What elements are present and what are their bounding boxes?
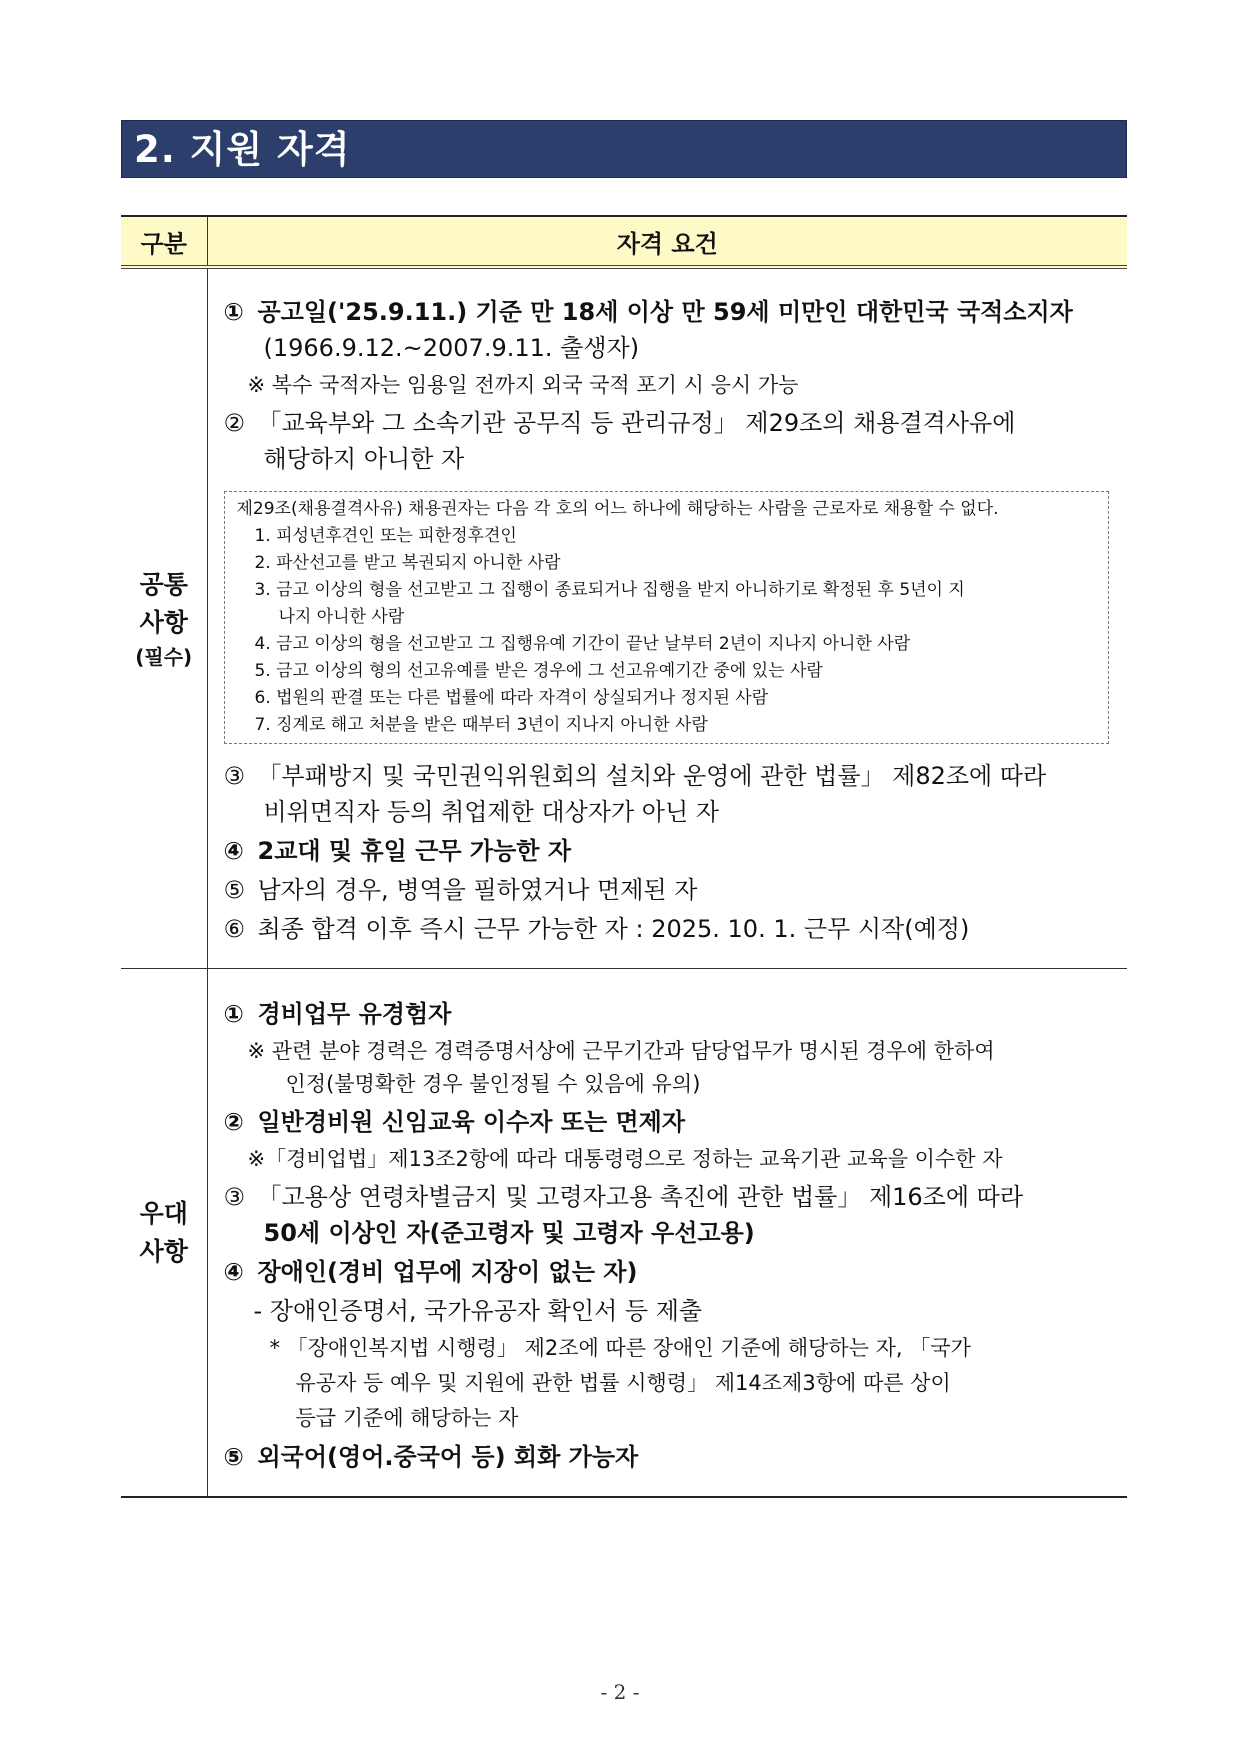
category-common <box>121 267 207 969</box>
star-text-cont2: 등급 기준에 해당하는 자 <box>295 1406 519 1430</box>
common-note-1: ※ 복수 국적자는 임용일 전까지 외국 국적 포기 시 응시 가능 <box>247 373 799 397</box>
star-text: 「장애인복지법 시행령」 제2조에 따른 장애인 기준에 해당하는 자, 「국가 <box>286 1336 971 1360</box>
item-number: ② <box>223 409 246 437</box>
section-title: 2. 지원 자격 <box>121 120 1127 178</box>
preferred-item-4 <box>224 1254 1122 1290</box>
common-requirements-cell <box>207 267 1127 969</box>
common-item-6 <box>224 911 1122 947</box>
item-number: ② <box>223 1108 244 1136</box>
law-item: 2. 파산선고를 받고 복권되지 아니한 사람 <box>254 553 561 573</box>
item-text: 최종 합격 이후 즉시 근무 가능한 자 : 2025. 10. 1. 근무 시작(예정) <box>257 915 970 943</box>
table-header-row <box>121 216 1127 267</box>
item-text: 2교대 및 휴일 근무 가능한 자 <box>257 837 571 865</box>
preferred-sub-item: - 장애인증명서, 국가유공자 확인서 등 제출 <box>253 1297 703 1325</box>
common-item-1 <box>224 294 1122 366</box>
common-item-5 <box>224 872 1122 908</box>
category-common-line1: 공통 <box>139 569 188 599</box>
item-text: 「교육부와 그 소속기관 공무직 등 관리규정」 제29조의 채용결격사유에 <box>257 409 1016 437</box>
item-text: 외국어(영어.중국어 등) 회화 가능자 <box>257 1443 639 1471</box>
note-text: ※ 관련 분야 경력은 경력증명서상에 근무기간과 담당업무가 명시된 경우에 한하여 <box>247 1039 995 1063</box>
item-text: 「부패방지 및 국민권익위원회의 설치와 운영에 관한 법률」 제82조에 따라 <box>257 762 1047 790</box>
item-number: ⑥ <box>223 915 246 943</box>
law-article-box <box>224 491 1110 744</box>
note-text-cont: 인정(불명확한 경우 불인정될 수 있음에 유의) <box>285 1072 701 1096</box>
law-item-cont: 나지 아니한 사람 <box>278 607 405 627</box>
preferred-note-1 <box>224 1035 1122 1101</box>
common-item-2 <box>224 405 1122 477</box>
preferred-requirements-cell <box>207 969 1127 1498</box>
page-number: - 2 - <box>600 1680 640 1704</box>
item-text-cont: (1966.9.12.~2007.9.11. 출생자) <box>263 334 640 362</box>
item-number: ⑤ <box>223 1443 244 1471</box>
law-item: 4. 금고 이상의 형을 선고받고 그 집행유예 기간이 끝난 날부터 2년이 지나지 아니한 사람 <box>254 634 911 654</box>
item-number: ① <box>223 298 244 326</box>
item-text-cont: 해당하지 아니한 자 <box>263 445 465 473</box>
category-preferred-line2: 사항 <box>139 1236 188 1266</box>
category-common-line2: 사항 <box>139 607 188 637</box>
common-item-4 <box>224 833 1122 869</box>
item-text: 장애인(경비 업무에 지장이 없는 자) <box>257 1258 638 1286</box>
item-text: 경비업무 유경험자 <box>257 1000 452 1028</box>
category-preferred <box>121 969 207 1498</box>
preferred-item-1 <box>224 996 1122 1032</box>
item-number: ③ <box>223 762 246 790</box>
preferred-item-3 <box>224 1179 1122 1251</box>
table-row-preferred <box>121 969 1127 1498</box>
item-number: ④ <box>223 837 244 865</box>
item-number: ① <box>223 1000 244 1028</box>
law-item: 7. 징계로 해고 처분을 받은 때부터 3년이 지나지 아니한 사람 <box>254 715 708 735</box>
common-item-3 <box>224 758 1122 830</box>
preferred-item-5 <box>224 1439 1122 1475</box>
star-text-cont: 유공자 등 예우 및 지원에 관한 법률 시행령」 제14조제3항에 따른 상이 <box>295 1371 951 1395</box>
law-item: 1. 피성년후견인 또는 피한정후견인 <box>254 526 517 546</box>
item-text-cont: 비위면직자 등의 취업제한 대상자가 아닌 자 <box>263 798 719 826</box>
preferred-note-2: ※「경비업법」제13조2항에 따라 대통령령으로 정하는 교육기관 교육을 이수한 자 <box>247 1147 1003 1171</box>
law-item <box>237 577 1101 631</box>
item-text: 남자의 경우, 병역을 필하였거나 면제된 자 <box>257 876 698 904</box>
preferred-star-note <box>224 1331 1122 1436</box>
law-heading: 제29조(채용결격사유) 채용권자는 다음 각 호의 어느 하나에 해당하는 사람을 근로자로 채용할 수 없다. <box>236 499 999 519</box>
item-number: ⑤ <box>223 876 246 904</box>
item-number: ④ <box>223 1258 244 1286</box>
law-item-text: 3. 금고 이상의 형을 선고받고 그 집행이 종료되거나 집행을 받지 아니하기로 확정된 후 5년이 지 <box>254 580 965 600</box>
law-item: 5. 금고 이상의 형의 선고유예를 받은 경우에 그 선고유예기간 중에 있는 사람 <box>254 661 823 681</box>
header-category: 구분 <box>121 216 207 267</box>
item-text: 일반경비원 신임교육 이수자 또는 면제자 <box>257 1108 686 1136</box>
star-mark: * <box>269 1336 280 1360</box>
item-number: ③ <box>223 1183 246 1211</box>
category-preferred-line1: 우대 <box>139 1198 188 1228</box>
header-requirements: 자격 요건 <box>207 216 1127 267</box>
law-item: 6. 법원의 판결 또는 다른 법률에 따라 자격이 상실되거나 정지된 사람 <box>254 688 769 708</box>
item-text: 「고용상 연령차별금지 및 고령자고용 촉진에 관한 법률」 제16조에 따라 <box>257 1183 1024 1211</box>
table-row-common <box>121 267 1127 969</box>
qualification-table <box>121 215 1127 1498</box>
category-common-required: (필수) <box>135 644 193 669</box>
item-text-cont: 50세 이상인 자(준고령자 및 고령자 우선고용) <box>263 1219 755 1247</box>
item-text: 공고일('25.9.11.) 기준 만 18세 이상 만 59세 미만인 대한민국 국적소지자 <box>257 298 1073 326</box>
preferred-item-2 <box>224 1104 1122 1140</box>
